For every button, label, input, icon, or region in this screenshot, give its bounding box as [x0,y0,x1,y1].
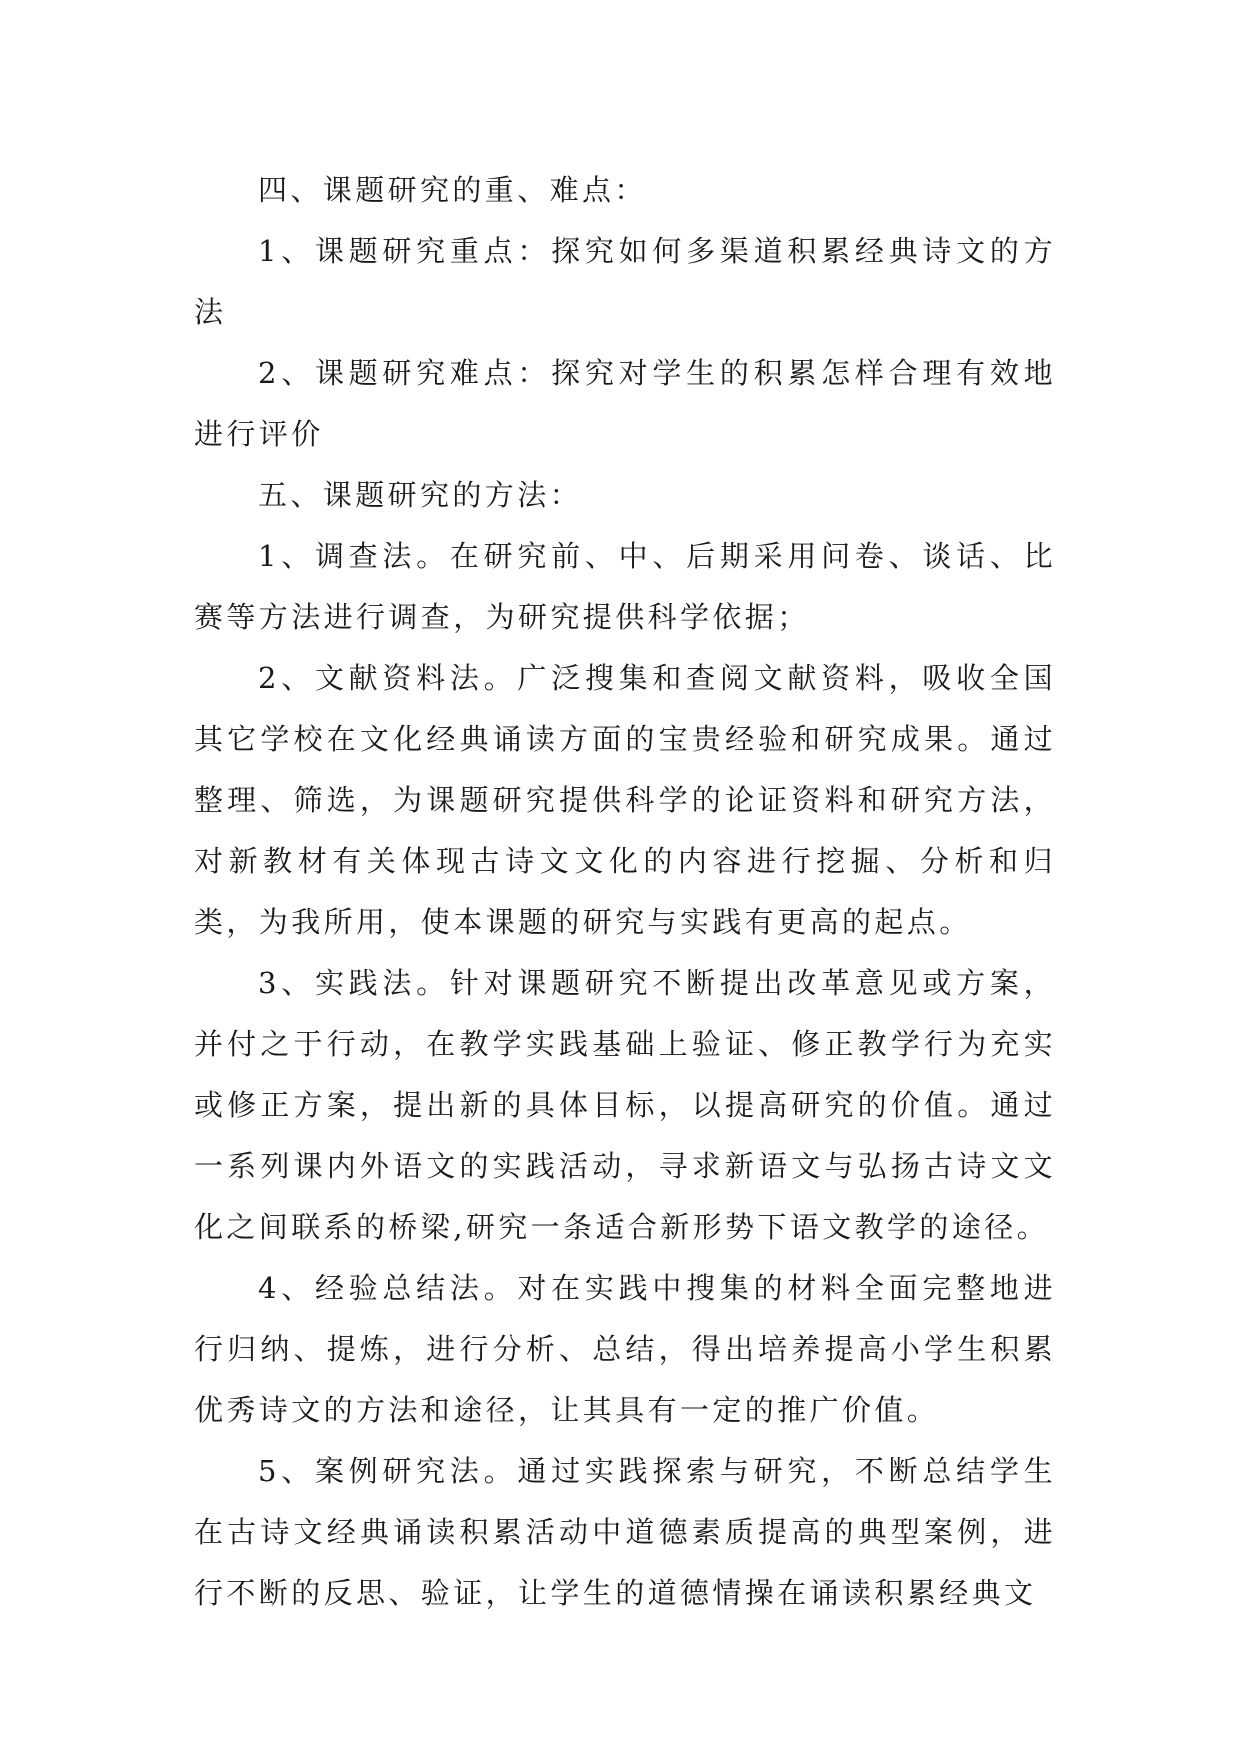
paragraph-practice-method: 3、实践法。针对课题研究不断提出改革意见或方案，并付之于行动，在教学实践基础上验证、修正教学行为充实或修正方案，提出新的具体目标，以提高研究的价值。通过一系列课内外语文的实践活动，寻求新语文与弘扬古诗文文化之间联系的桥梁,研究一条适合新形势下语文教学的途径。 [194,966,1056,1244]
paragraph-key-point: 1、课题研究重点：探究如何多渠道积累经典诗文的方法 [194,234,1056,329]
paragraph-survey-method: 1、调查法。在研究前、中、后期采用问卷、谈话、比赛等方法进行调查，为研究提供科学依据； [194,539,1056,634]
section-heading-difficulties: 四、课题研究的重、难点： [258,173,647,207]
paragraph-case-study-method: 5、案例研究法。通过实践探索与研究，不断总结学生在古诗文经典诵读积累活动中道德素质提高的典型案例，进行不断的反思、验证，让学生的道德情操在诵读积累经典文 [194,1454,1056,1610]
paragraph-experience-method: 4、经验总结法。对在实践中搜集的材料全面完整地进行归纳、提炼，进行分析、总结，得出培养提高小学生积累优秀诗文的方法和途径，让其具有一定的推广价值。 [194,1271,1056,1427]
section-heading-methods: 五、课题研究的方法： [258,478,583,512]
paragraph-difficult-point: 2、课题研究难点：探究对学生的积累怎样合理有效地进行评价 [194,356,1056,451]
document-body [194,160,1056,1624]
paragraph-literature-method: 2、文献资料法。广泛搜集和查阅文献资料，吸收全国其它学校在文化经典诵读方面的宝贵经验和研究成果。通过整理、筛选，为课题研究提供科学的论证资料和研究方法，对新教材有关体现古诗文文化的内容进行挖掘、分析和归类，为我所用，使本课题的研究与实践有更高的起点。 [194,661,1056,939]
